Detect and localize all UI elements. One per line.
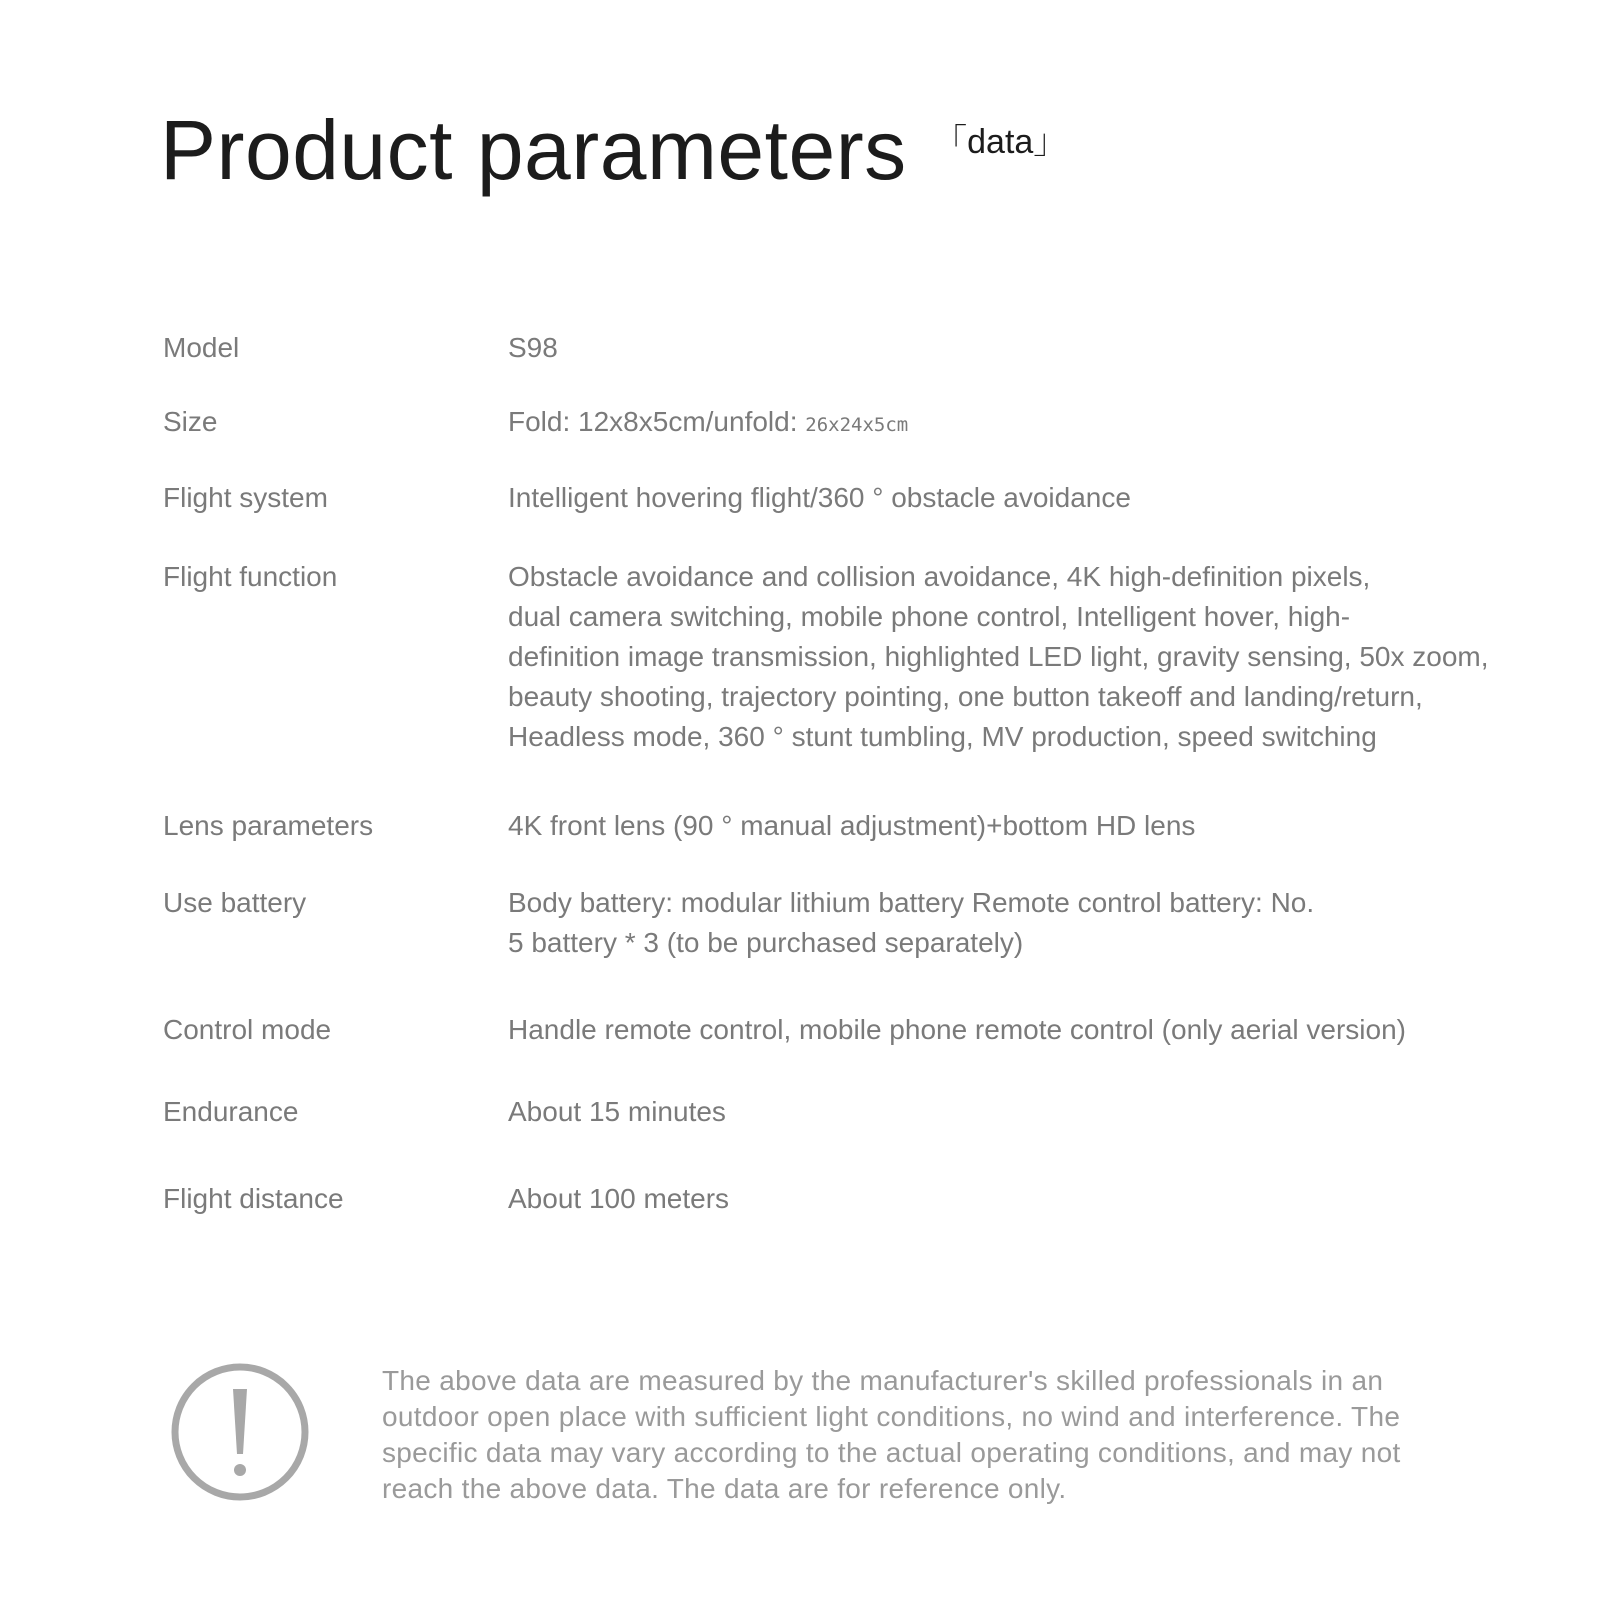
param-value: [508, 328, 1568, 368]
param-value-line: 4K front lens (90 ° manual adjustment)+bottom HD lens: [508, 810, 1196, 841]
param-value: [508, 402, 1568, 445]
param-value-line: S98: [508, 332, 558, 363]
param-value-line: Headless mode, 360 ° stunt tumbling, MV production, speed switching: [508, 721, 1377, 752]
param-value-line: beauty shooting, trajectory pointing, one button takeoff and landing/return,: [508, 681, 1423, 712]
param-value-line: Obstacle avoidance and collision avoidance, 4K high-definition pixels,: [508, 561, 1371, 592]
param-value: [508, 557, 1568, 757]
param-value-line: About 15 minutes: [508, 1096, 726, 1127]
param-value-line: Body battery: modular lithium battery Remote control battery: No.: [508, 887, 1315, 918]
param-value-line: Handle remote control, mobile phone remote control (only aerial version): [508, 1014, 1406, 1045]
param-value: [508, 1092, 1568, 1132]
note-line: The above data are measured by the manufacturer's skilled professionals in an: [382, 1365, 1384, 1396]
param-label: Control mode: [163, 1014, 332, 1045]
param-value-line: 5 battery * 3 (to be purchased separately): [508, 927, 1024, 958]
param-value: [508, 883, 1568, 963]
param-label: Size: [163, 406, 218, 437]
disclaimer-note: [382, 1363, 1482, 1507]
param-label: Endurance: [163, 1096, 299, 1127]
param-value-line: [508, 402, 1568, 445]
param-value: [508, 478, 1568, 518]
note-line: outdoor open place with sufficient light conditions, no wind and interference. The: [382, 1401, 1401, 1432]
param-value-line: definition image transmission, highlighted LED light, gravity sensing, 50x zoom,: [508, 641, 1489, 672]
param-value: [508, 806, 1568, 846]
param-label: Flight system: [163, 482, 328, 513]
page-header: [160, 103, 1068, 197]
param-label: Model: [163, 332, 240, 363]
param-value: [508, 1179, 1568, 1219]
note-line: specific data may vary according to the actual operating conditions, and may not: [382, 1437, 1401, 1468]
size-unfold-text: 26x24x5cm: [805, 414, 909, 436]
param-label: Flight distance: [163, 1183, 344, 1214]
param-value-line: Intelligent hovering flight/360 ° obstacle avoidance: [508, 482, 1131, 513]
title-tag: 「data」: [933, 123, 1068, 161]
exclamation-circle-icon: [170, 1362, 310, 1502]
note-line: reach the above data. The data are for reference only.: [382, 1473, 1067, 1504]
param-value: [508, 1010, 1568, 1050]
size-fold-text: Fold: 12x8x5cm/unfold:: [508, 406, 798, 437]
param-value-line: dual camera switching, mobile phone control, Intelligent hover, high-: [508, 601, 1351, 632]
param-value-line: About 100 meters: [508, 1183, 730, 1214]
param-label: Use battery: [163, 887, 307, 918]
param-label: Lens parameters: [163, 810, 374, 841]
param-label: Flight function: [163, 561, 338, 592]
page-title: Product parameters: [160, 103, 907, 197]
